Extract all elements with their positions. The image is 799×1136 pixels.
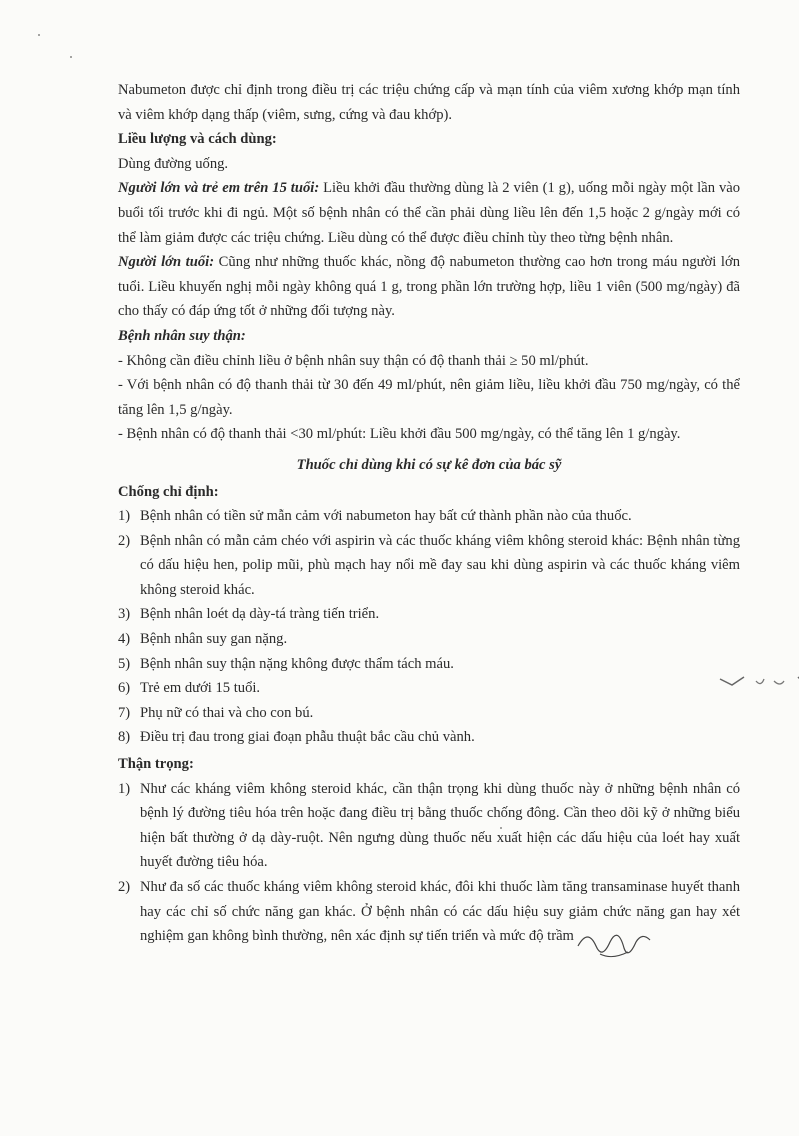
dosage-elderly-paragraph [118,250,740,324]
list-item [118,701,740,726]
dosage-adult-text: Liều khởi đầu thường dùng là 2 viên (1 g), uống mỗi ngày một lần vào buổi tối trước khi đi ngủ. Một số bệnh nhân có thể cần phải dùng liều lên đến 1,5 hoặc 2 g/ngày mới có thể làm giảm được các triệu chứng. Liều dùng có thể được điều chỉnh tùy theo từng bệnh nhân. [118,180,741,246]
contraindications-list [118,504,740,750]
list-item-number: 1) [118,780,131,797]
dosage-heading: Liều lượng và cách dùng: [118,131,277,148]
contraindications-heading: Chống chỉ định: [118,483,219,500]
speck [70,56,72,58]
list-item-text: Bệnh nhân có tiền sử mẫn cảm với nabumeton hay bất cứ thành phần nào của thuốc. [140,508,632,525]
speck [500,827,502,829]
list-item [118,725,740,750]
precautions-heading: Thận trọng: [118,756,194,773]
list-item [118,777,740,875]
list-item [118,652,740,677]
list-item-text: Như các kháng viêm không steroid khác, cần thận trọng khi dùng thuốc này ở những bệnh nhân có bệnh lý đường tiêu hóa trên hoặc đang điều trị bằng thuốc chống đông. Cần theo dõi kỹ ở những biểu hiện bất thường ở dạ dày-ruột. Nên ngưng dùng thuốc nếu xuất hiện các dấu hiệu của loét hay xuất huyết đường tiêu hóa. [140,780,740,871]
list-item [118,529,740,603]
list-item-number: 7) [118,704,131,721]
list-item-text: Bệnh nhân có mẫn cảm chéo với aspirin và các thuốc kháng viêm không steroid khác: Bệnh nhân từng có dấu hiệu hen, polip mũi, phù mạch hay nổi mề đay sau khi dùng aspirin và các thuốc kháng viêm không steroid khác. [140,532,740,598]
renal-item: - Bệnh nhân có độ thanh thải <30 ml/phút: Liều khởi đầu 500 mg/ngày, có thể tăng lên 1 g/ngày. [118,426,681,443]
list-item [118,602,740,627]
list-item-text: Phụ nữ có thai và cho con bú. [140,704,314,721]
rx-note: Thuốc chỉ dùng khi có sự kê đơn của bác sỹ [296,456,562,473]
list-item-text: Điều trị đau trong giai đoạn phẫu thuật bắc cầu chủ vành. [140,729,475,746]
speck [38,34,40,36]
dosage-elderly-label: Người lớn tuổi: [118,254,215,271]
margin-handwriting [714,673,799,697]
list-item-number: 6) [118,680,131,697]
signature-scribble-icon [570,918,660,978]
list-item-text: Trẻ em dưới 15 tuổi. [140,680,261,697]
dosage-adult-label: Người lớn và trẻ em trên 15 tuổi: [118,180,320,197]
list-item-number: 2) [118,879,131,895]
document-page [118,78,740,949]
list-item-text: Bệnh nhân loét dạ dày-tá tràng tiến triển. [140,606,380,623]
list-item-number: 8) [118,729,131,746]
renal-item: - Không cần điều chỉnh liều ở bệnh nhân suy thận có độ thanh thải ≥ 50 ml/phút. [118,352,589,369]
list-item-number: 5) [118,655,131,672]
dosage-route: Dùng đường uống. [118,155,229,172]
list-item-number: 3) [118,606,131,623]
list-item-text: Như đa số các thuốc kháng viêm không steroid khác, đôi khi thuốc làm tăng transaminase huyết thanh hay các chỉ số chức năng gan khác. Ở bệnh nhân có các dấu hiệu suy giảm chức năng gan hay xét nghiệm gan không bình thường, nên xác định sự tiến triển và mức độ trầm [140,879,740,945]
margin-mark-icon [714,673,799,697]
list-item-number: 4) [118,631,131,648]
renal-item: - Với bệnh nhân có độ thanh thải từ 30 đến 49 ml/phút, nên giảm liều, liều khởi đầu 750 mg/ngày, có thể tăng lên 1,5 g/ngày. [118,377,740,418]
list-item-number: 1) [118,508,131,525]
indication-paragraph: Nabumeton được chỉ định trong điều trị các triệu chứng cấp và mạn tính của viêm xương khớp mạn tính và viêm khớp dạng thấp (viêm, sưng, cứng và đau khớp). [118,82,740,123]
list-item [118,627,740,652]
list-item-text: Bệnh nhân suy thận nặng không được thẩm tách máu. [140,655,454,672]
dosage-adult-paragraph [118,176,740,250]
renal-heading: Bệnh nhân suy thận: [118,327,246,344]
list-item [118,504,740,529]
list-item-number: 2) [118,532,131,549]
dosage-elderly-text: Cũng như những thuốc khác, nồng độ nabumeton thường cao hơn trong máu người lớn tuổi. Liều khuyến nghị mỗi ngày không quá 1 g, trong phần lớn trường hợp, liều 1 viên (500 mg/ngày) đã cho thấy có đáp ứng tốt ở những đối tượng này. [118,254,740,320]
list-item [118,676,740,701]
list-item-text: Bệnh nhân suy gan nặng. [140,631,288,648]
